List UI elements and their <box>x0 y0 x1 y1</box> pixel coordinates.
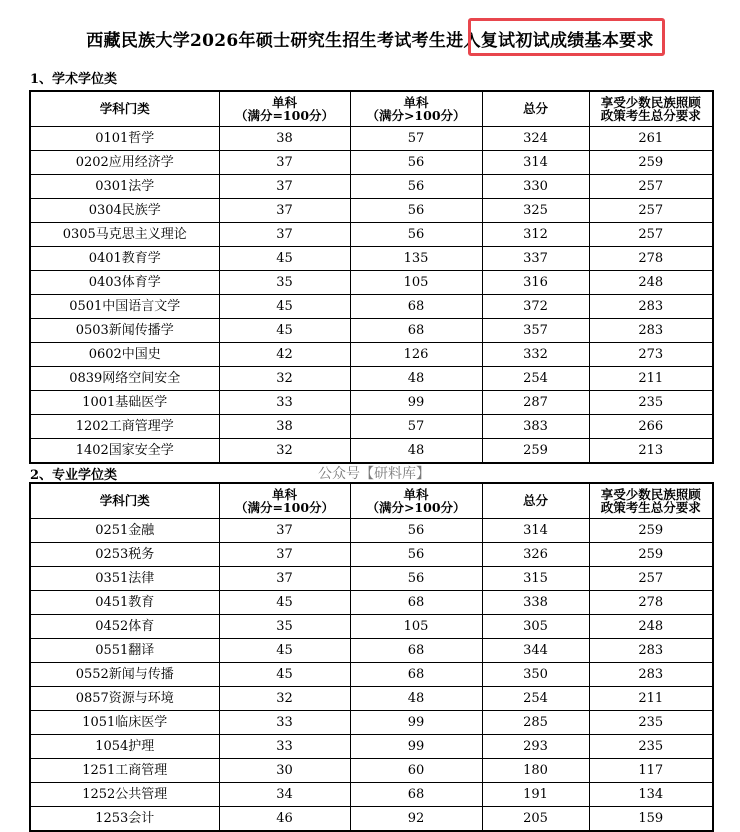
table-row <box>30 319 713 343</box>
single-over-100-cell: 56 <box>350 567 482 591</box>
table-row <box>30 175 713 199</box>
single-100-cell: 33 <box>219 735 350 759</box>
single-over-100-cell: 92 <box>350 807 482 832</box>
subject-cell: 0202应用经济学 <box>30 151 219 175</box>
single-100-cell: 46 <box>219 807 350 832</box>
table-row <box>30 543 713 567</box>
subject-cell: 0403体育学 <box>30 271 219 295</box>
single-100-cell: 37 <box>219 175 350 199</box>
single-over-100-cell: 56 <box>350 175 482 199</box>
subject-cell: 0351法律 <box>30 567 219 591</box>
single-100-cell: 32 <box>219 439 350 464</box>
header-single-over-100 <box>350 91 482 127</box>
minority-total-cell: 211 <box>589 367 713 391</box>
single-over-100-cell: 68 <box>350 663 482 687</box>
single-100-cell: 37 <box>219 151 350 175</box>
header-line: 政策考生总分要求 <box>600 500 701 515</box>
subject-cell: 0304民族学 <box>30 199 219 223</box>
table-row <box>30 759 713 783</box>
header-single-over-100 <box>350 483 482 519</box>
header-line: （满分>100分） <box>366 108 466 123</box>
minority-total-cell: 259 <box>589 519 713 543</box>
table-row <box>30 199 713 223</box>
total-cell: 305 <box>482 615 589 639</box>
table-row <box>30 783 713 807</box>
table-row <box>30 223 713 247</box>
minority-total-cell: 235 <box>589 711 713 735</box>
single-over-100-cell: 56 <box>350 519 482 543</box>
single-over-100-cell: 48 <box>350 687 482 711</box>
table-row <box>30 615 713 639</box>
table-row <box>30 591 713 615</box>
single-over-100-cell: 56 <box>350 543 482 567</box>
minority-total-cell: 213 <box>589 439 713 464</box>
highlight-box <box>468 18 665 56</box>
single-over-100-cell: 68 <box>350 591 482 615</box>
total-cell: 325 <box>482 199 589 223</box>
subject-cell: 1252公共管理 <box>30 783 219 807</box>
minority-total-cell: 261 <box>589 127 713 151</box>
subject-cell: 0602中国史 <box>30 343 219 367</box>
subject-cell: 1253会计 <box>30 807 219 832</box>
table-row <box>30 639 713 663</box>
single-over-100-cell: 126 <box>350 343 482 367</box>
single-100-cell: 45 <box>219 639 350 663</box>
table-row <box>30 567 713 591</box>
minority-total-cell: 283 <box>589 295 713 319</box>
table-row <box>30 343 713 367</box>
subject-cell: 1402国家安全学 <box>30 439 219 464</box>
header-minority-total <box>589 483 713 519</box>
single-100-cell: 37 <box>219 199 350 223</box>
minority-total-cell: 117 <box>589 759 713 783</box>
total-cell: 287 <box>482 391 589 415</box>
total-cell: 372 <box>482 295 589 319</box>
subject-cell: 0552新闻与传播 <box>30 663 219 687</box>
header-line: 政策考生总分要求 <box>600 108 701 123</box>
single-100-cell: 45 <box>219 295 350 319</box>
subject-cell: 0503新闻传播学 <box>30 319 219 343</box>
minority-total-cell: 278 <box>589 247 713 271</box>
total-cell: 254 <box>482 367 589 391</box>
total-cell: 357 <box>482 319 589 343</box>
subject-cell: 0251金融 <box>30 519 219 543</box>
single-100-cell: 30 <box>219 759 350 783</box>
single-100-cell: 37 <box>219 519 350 543</box>
minority-total-cell: 266 <box>589 415 713 439</box>
subject-cell: 0857资源与环境 <box>30 687 219 711</box>
single-over-100-cell: 99 <box>350 711 482 735</box>
single-over-100-cell: 68 <box>350 639 482 663</box>
total-cell: 314 <box>482 151 589 175</box>
header-subject: 学科门类 <box>30 91 219 127</box>
single-100-cell: 34 <box>219 783 350 807</box>
header-line: 单科 <box>271 94 297 110</box>
single-over-100-cell: 68 <box>350 783 482 807</box>
minority-total-cell: 283 <box>589 663 713 687</box>
single-100-cell: 32 <box>219 687 350 711</box>
minority-total-cell: 159 <box>589 807 713 832</box>
table-row <box>30 127 713 151</box>
total-cell: 254 <box>482 687 589 711</box>
single-100-cell: 37 <box>219 567 350 591</box>
total-cell: 324 <box>482 127 589 151</box>
single-over-100-cell: 48 <box>350 439 482 464</box>
minority-total-cell: 235 <box>589 735 713 759</box>
minority-total-cell: 257 <box>589 567 713 591</box>
professional-table-body <box>30 519 713 832</box>
total-cell: 338 <box>482 591 589 615</box>
subject-cell: 1001基础医学 <box>30 391 219 415</box>
single-100-cell: 42 <box>219 343 350 367</box>
header-line: （满分>100分） <box>366 500 466 515</box>
single-over-100-cell: 135 <box>350 247 482 271</box>
table-row <box>30 519 713 543</box>
table-header-row <box>30 483 713 519</box>
single-100-cell: 38 <box>219 127 350 151</box>
academic-table-body <box>30 127 713 464</box>
single-100-cell: 35 <box>219 615 350 639</box>
single-100-cell: 45 <box>219 319 350 343</box>
header-minority-total <box>589 91 713 127</box>
header-line: 享受少数民族照顾 <box>600 486 701 502</box>
table-row <box>30 247 713 271</box>
total-cell: 293 <box>482 735 589 759</box>
subject-cell: 0301法学 <box>30 175 219 199</box>
total-cell: 332 <box>482 343 589 367</box>
total-cell: 285 <box>482 711 589 735</box>
single-over-100-cell: 60 <box>350 759 482 783</box>
minority-total-cell: 211 <box>589 687 713 711</box>
subject-cell: 1251工商管理 <box>30 759 219 783</box>
total-cell: 344 <box>482 639 589 663</box>
header-total: 总分 <box>482 91 589 127</box>
total-cell: 337 <box>482 247 589 271</box>
table-row <box>30 151 713 175</box>
subject-cell: 0839网络空间安全 <box>30 367 219 391</box>
header-line: 享受少数民族照顾 <box>600 94 701 110</box>
header-line: （满分=100分） <box>234 500 335 515</box>
single-100-cell: 45 <box>219 247 350 271</box>
single-100-cell: 45 <box>219 663 350 687</box>
total-cell: 180 <box>482 759 589 783</box>
table-row <box>30 415 713 439</box>
minority-total-cell: 257 <box>589 223 713 247</box>
minority-total-cell: 248 <box>589 615 713 639</box>
table-row <box>30 663 713 687</box>
table-row <box>30 711 713 735</box>
subject-cell: 1202工商管理学 <box>30 415 219 439</box>
single-over-100-cell: 56 <box>350 151 482 175</box>
minority-total-cell: 259 <box>589 543 713 567</box>
total-cell: 315 <box>482 567 589 591</box>
total-cell: 383 <box>482 415 589 439</box>
single-100-cell: 33 <box>219 711 350 735</box>
total-cell: 205 <box>482 807 589 832</box>
header-line: （满分=100分） <box>234 108 335 123</box>
academic-degree-table <box>29 90 714 464</box>
table-row <box>30 439 713 464</box>
minority-total-cell: 134 <box>589 783 713 807</box>
single-100-cell: 45 <box>219 591 350 615</box>
table-row <box>30 271 713 295</box>
single-over-100-cell: 68 <box>350 319 482 343</box>
single-over-100-cell: 48 <box>350 367 482 391</box>
header-subject: 学科门类 <box>30 483 219 519</box>
subject-cell: 0253税务 <box>30 543 219 567</box>
single-over-100-cell: 105 <box>350 271 482 295</box>
minority-total-cell: 283 <box>589 639 713 663</box>
header-single-100 <box>219 91 350 127</box>
header-line: 单科 <box>403 486 429 502</box>
header-line: 单科 <box>403 94 429 110</box>
minority-total-cell: 248 <box>589 271 713 295</box>
total-cell: 350 <box>482 663 589 687</box>
single-over-100-cell: 105 <box>350 615 482 639</box>
professional-degree-table <box>29 482 714 832</box>
single-over-100-cell: 99 <box>350 735 482 759</box>
subject-cell: 0451教育 <box>30 591 219 615</box>
total-cell: 259 <box>482 439 589 464</box>
minority-total-cell: 257 <box>589 175 713 199</box>
table-row <box>30 367 713 391</box>
subject-cell: 0101哲学 <box>30 127 219 151</box>
single-100-cell: 35 <box>219 271 350 295</box>
page-title: 西藏民族大学2026年硕士研究生招生考试考生进入复试初试成绩基本要求 <box>86 31 654 51</box>
header-total: 总分 <box>482 483 589 519</box>
single-over-100-cell: 57 <box>350 127 482 151</box>
single-over-100-cell: 57 <box>350 415 482 439</box>
subject-cell: 0452体育 <box>30 615 219 639</box>
minority-total-cell: 273 <box>589 343 713 367</box>
minority-total-cell: 278 <box>589 591 713 615</box>
total-cell: 326 <box>482 543 589 567</box>
header-line: 单科 <box>271 486 297 502</box>
single-over-100-cell: 68 <box>350 295 482 319</box>
minority-total-cell: 259 <box>589 151 713 175</box>
table-row <box>30 735 713 759</box>
subject-cell: 0501中国语言文学 <box>30 295 219 319</box>
total-cell: 330 <box>482 175 589 199</box>
single-over-100-cell: 56 <box>350 199 482 223</box>
section-heading-professional: 2、专业学位类 <box>30 468 118 483</box>
minority-total-cell: 283 <box>589 319 713 343</box>
table-row <box>30 807 713 832</box>
single-100-cell: 33 <box>219 391 350 415</box>
single-over-100-cell: 56 <box>350 223 482 247</box>
minority-total-cell: 235 <box>589 391 713 415</box>
subject-cell: 0401教育学 <box>30 247 219 271</box>
total-cell: 314 <box>482 519 589 543</box>
section-heading-academic: 1、学术学位类 <box>30 72 118 87</box>
total-cell: 191 <box>482 783 589 807</box>
single-100-cell: 37 <box>219 543 350 567</box>
single-100-cell: 37 <box>219 223 350 247</box>
subject-cell: 1054护理 <box>30 735 219 759</box>
single-over-100-cell: 99 <box>350 391 482 415</box>
table-row <box>30 391 713 415</box>
subject-cell: 0305马克思主义理论 <box>30 223 219 247</box>
subject-cell: 0551翻译 <box>30 639 219 663</box>
header-single-100 <box>219 483 350 519</box>
single-100-cell: 32 <box>219 367 350 391</box>
total-cell: 312 <box>482 223 589 247</box>
minority-total-cell: 257 <box>589 199 713 223</box>
subject-cell: 1051临床医学 <box>30 711 219 735</box>
table-header-row <box>30 91 713 127</box>
single-100-cell: 38 <box>219 415 350 439</box>
watermark-text: 公众号【研料库】 <box>318 466 430 482</box>
table-row <box>30 687 713 711</box>
table-row <box>30 295 713 319</box>
total-cell: 316 <box>482 271 589 295</box>
